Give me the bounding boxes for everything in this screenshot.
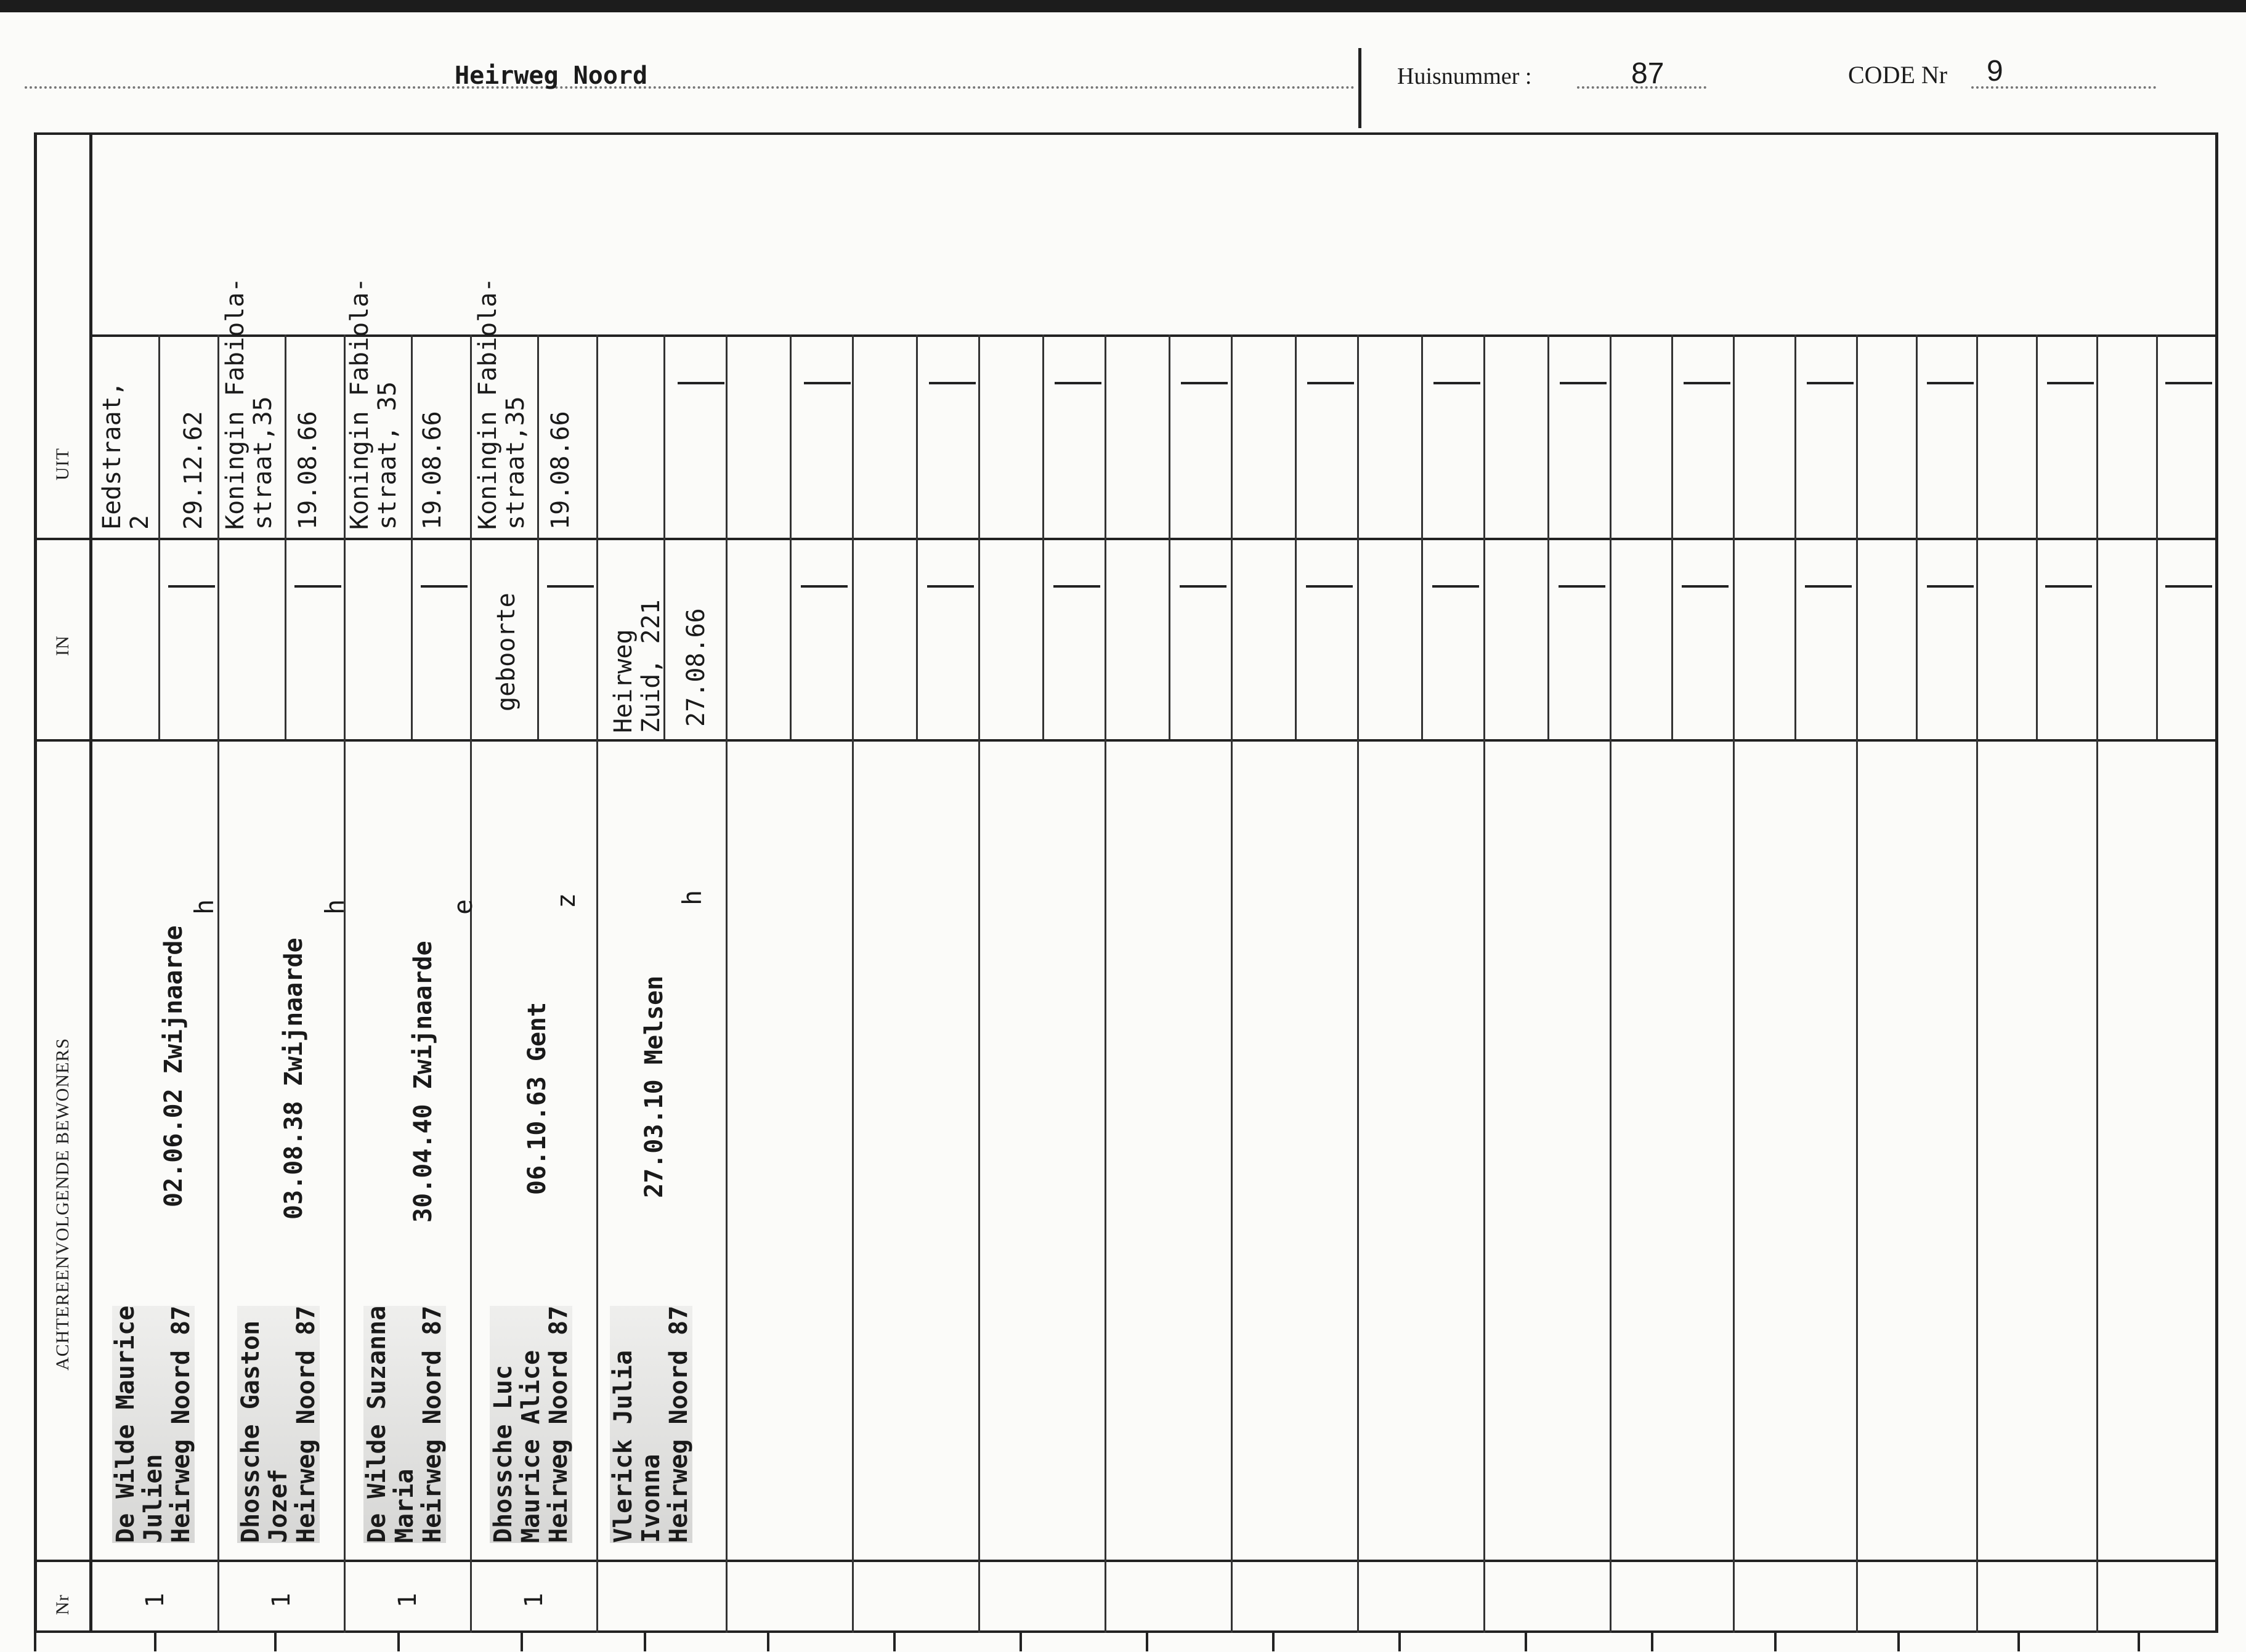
subcolumn-separator	[1794, 334, 1796, 739]
resident-name: Dhossche Luc Maurice Alice Heirweg Noord 87	[489, 1305, 573, 1543]
empty-dash	[1927, 585, 1974, 588]
out-date: 19.08.66	[546, 411, 575, 530]
column-separator	[852, 334, 854, 1633]
in-date: 27.08.66	[682, 608, 710, 727]
empty-dash	[678, 382, 724, 384]
resident-name: Dhossche Gaston Jozef Heirweg Noord 87	[237, 1305, 320, 1543]
subcolumn-separator	[158, 334, 160, 739]
tick	[644, 1633, 646, 1651]
tick	[2017, 1633, 2020, 1651]
column-separator	[1105, 334, 1106, 1633]
column-separator	[2096, 334, 2098, 1633]
column-separator	[1357, 334, 1359, 1633]
subcolumn-separator	[2156, 334, 2158, 739]
tick	[1020, 1633, 1022, 1651]
subcolumn-separator	[916, 334, 918, 739]
tick	[521, 1633, 523, 1651]
tick	[767, 1633, 769, 1651]
empty-dash	[2047, 382, 2094, 384]
in-place: Heirweg Zuid, 221	[609, 599, 665, 733]
tick	[2138, 1633, 2140, 1651]
house-number-label: Huisnummer :	[1397, 63, 1532, 89]
in-column-label: IN	[52, 635, 73, 656]
tick	[274, 1633, 277, 1651]
resident-nr: 1	[394, 1592, 423, 1608]
empty-dash	[1053, 585, 1100, 588]
table-left-border	[34, 132, 37, 1633]
nr-top-line	[34, 1560, 2218, 1562]
tick	[1774, 1633, 1777, 1651]
street-dotted-line	[25, 86, 1355, 89]
tick	[893, 1633, 896, 1651]
out-place: Koningin Fabiola- straat,35	[221, 277, 277, 530]
residents-column-label: ACHTEREENVOLGENDE BEWONERS	[52, 1037, 73, 1371]
empty-dash	[1180, 585, 1226, 588]
resident-nr: 1	[267, 1592, 296, 1608]
resident-birth: 06.10.63 Gent	[523, 1002, 551, 1195]
out-place: Koningin Fabiola- straat, 35	[346, 277, 402, 530]
out-place: Koningin Fabiola- straat,35	[474, 277, 530, 530]
uit-top-line	[89, 334, 2218, 337]
empty-dash	[1807, 382, 1854, 384]
out-place: Eedstraat, 2	[98, 381, 154, 530]
empty-dash	[421, 585, 468, 588]
resident-birth: 30.04.40 Zwijnaarde	[409, 941, 437, 1223]
empty-dash	[1433, 382, 1480, 384]
tick	[1651, 1633, 1653, 1651]
empty-dash	[801, 585, 848, 588]
column-separator	[470, 334, 472, 1633]
column-separator	[1733, 334, 1735, 1633]
residents-top-line	[34, 739, 2218, 742]
empty-dash	[1805, 585, 1852, 588]
header-divider	[1358, 48, 1361, 128]
tick	[1897, 1633, 1900, 1651]
resident-birth: 03.08.38 Zwijnaarde	[280, 937, 308, 1220]
column-separator	[1610, 334, 1612, 1633]
subcolumn-separator	[1295, 334, 1297, 739]
table-right-border	[2215, 132, 2218, 1633]
tick	[34, 1633, 36, 1651]
empty-dash	[1181, 382, 1228, 384]
uit-column-label: UIT	[52, 448, 73, 480]
resident-nr: 1	[520, 1592, 549, 1608]
empty-dash	[1055, 382, 1101, 384]
subcolumn-separator	[1169, 334, 1170, 739]
street-name: Heirweg Noord	[455, 62, 648, 90]
resident-birth: 02.06.02 Zwijnaarde	[160, 925, 188, 1207]
subcolumn-separator	[1671, 334, 1673, 739]
subcolumn-separator	[285, 334, 286, 739]
code-value: 9	[1987, 55, 2003, 87]
table-top-border	[34, 132, 2218, 135]
empty-dash	[547, 585, 594, 588]
subcolumn-separator	[411, 334, 413, 739]
empty-dash	[804, 382, 851, 384]
column-separator	[978, 334, 980, 1633]
column-separator	[726, 334, 728, 1633]
empty-dash	[2045, 585, 2092, 588]
resident-name: Vlerick Julia Ivonna Heirweg Noord 87	[609, 1305, 693, 1543]
empty-dash	[294, 585, 341, 588]
tick	[1272, 1633, 1275, 1651]
subcolumn-separator	[1547, 334, 1549, 739]
empty-dash	[168, 585, 215, 588]
column-separator	[1856, 334, 1858, 1633]
column-separator	[596, 334, 598, 1633]
resident-mark: h	[189, 899, 219, 915]
column-separator	[1483, 334, 1485, 1633]
table-bottom-border	[34, 1630, 2218, 1633]
empty-dash	[927, 585, 974, 588]
resident-nr: 1	[141, 1592, 170, 1608]
empty-dash	[1684, 382, 1730, 384]
empty-dash	[1560, 382, 1607, 384]
column-separator	[1231, 334, 1233, 1633]
empty-dash	[2165, 585, 2212, 588]
resident-name: De Wilde Maurice Julien Heirweg Noord 87	[111, 1305, 195, 1543]
subcolumn-separator	[537, 334, 539, 739]
empty-dash	[1432, 585, 1479, 588]
column-separator	[1976, 334, 1978, 1633]
resident-mark: h	[320, 899, 350, 915]
resident-birth: 27.03.10 Melsen	[640, 975, 668, 1198]
resident-mark: e	[448, 899, 478, 915]
tick	[1398, 1633, 1401, 1651]
out-date: 29.12.62	[179, 411, 208, 530]
empty-dash	[929, 382, 976, 384]
scan-top-edge	[0, 0, 2246, 12]
label-column-divider	[89, 132, 92, 1633]
tick	[154, 1633, 156, 1651]
tick	[397, 1633, 400, 1651]
empty-dash	[1307, 382, 1354, 384]
out-date: 19.08.66	[294, 411, 322, 530]
tick	[1146, 1633, 1148, 1651]
empty-dash	[2165, 382, 2212, 384]
out-date: 19.08.66	[418, 411, 447, 530]
empty-dash	[1306, 585, 1353, 588]
tick	[1525, 1633, 1527, 1651]
subcolumn-separator	[790, 334, 792, 739]
in-top-line	[34, 538, 2218, 540]
empty-dash	[1682, 585, 1729, 588]
subcolumn-separator	[1916, 334, 1918, 739]
resident-mark: z	[551, 893, 581, 909]
empty-dash	[1927, 382, 1974, 384]
column-separator	[217, 334, 219, 1633]
in-place: geboorte	[492, 593, 521, 711]
subcolumn-separator	[2036, 334, 2038, 739]
resident-name: De Wilde Suzanna Maria Heirweg Noord 87	[363, 1305, 447, 1543]
nr-column-label: Nr	[52, 1594, 73, 1615]
subcolumn-separator	[1042, 334, 1044, 739]
empty-dash	[1559, 585, 1605, 588]
resident-mark: h	[677, 889, 707, 905]
code-label: CODE Nr	[1848, 61, 1948, 89]
subcolumn-separator	[1421, 334, 1423, 739]
house-number: 87	[1631, 57, 1664, 90]
